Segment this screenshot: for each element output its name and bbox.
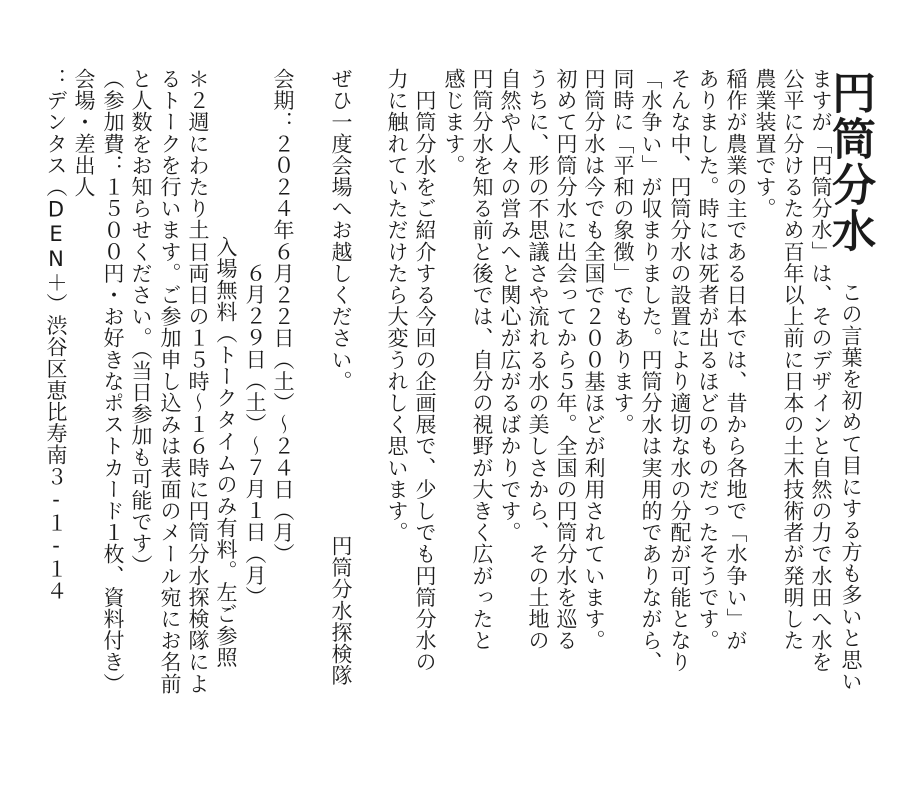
body-line: 初めて円筒分水に出会ってから５年。全国の円筒分水を巡る xyxy=(554,68,578,652)
intro-line: この言葉を初めて目にする方も多いと思い xyxy=(839,260,863,692)
talk-line: と人数をお知らせください。（当日参加も可能です） xyxy=(129,68,153,576)
signature: 円筒分水探検隊 xyxy=(329,535,353,687)
body-line: 「水争い」が収まりました。円筒分水は実用的でありながら、 xyxy=(639,68,663,673)
body-line: 円筒分水を知る前と後では、自分の視野が大きく広がったと xyxy=(470,68,494,652)
venue-address: ：デンタス（DEN＋）渋谷区恵比寿南３‐１‐１４ xyxy=(44,68,68,602)
notice-title: 円筒分水 xyxy=(824,70,875,254)
venue-label: 会場・差出人 xyxy=(72,68,96,198)
body-line: ますが「円筒分水」は、そのデザインと自然の力で水田へ水を xyxy=(809,68,833,673)
body-line: ありました。時には死者が出るほどのものだったそうです。 xyxy=(696,68,720,652)
body-line: うちに、形の不思議さや流れる水の美しさから、その土地の xyxy=(526,68,550,652)
event-period: 会期：２０２４年６月２２日（土）～２４日（月） xyxy=(271,68,295,565)
body-line: 公平に分けるため百年以上前に日本の土木技術者が発明した xyxy=(781,68,805,652)
body-line: 円筒分水は今でも全国で２００基ほどが利用されています。 xyxy=(582,68,606,652)
talk-line: るトークを行います。ご参加申し込みは表面のメール宛にお名前 xyxy=(158,68,182,695)
talk-line: （参加費：１５００円・お好きなポストカード１枚、資料付き） xyxy=(101,68,125,695)
body-line: 農業装置です。 xyxy=(753,68,777,220)
body-line: 同時に「平和の象徴」でもあります。 xyxy=(611,68,635,436)
body-line: ぜひ一度会場へお越しください。 xyxy=(329,68,353,392)
body-line: 力に触れていただけたら大変うれしく思います。 xyxy=(385,68,409,544)
event-admission: 入場無料（トークタイムのみ有料。左ご参照 xyxy=(214,236,238,668)
talk-line: ＊２週にわたり土日両日の１５時～１６時に円筒分水探検隊によ xyxy=(186,68,210,695)
body-line: 稲作が農業の主である日本では、昔から各地で「水争い」が xyxy=(724,68,748,652)
body-line: そんな中、円筒分水の設置により適切な水の分配が可能となり xyxy=(668,68,692,673)
body-line: 自然や人々の営みへと関心が広がるばかりです。 xyxy=(498,68,522,544)
body-line: 円筒分水をご紹介する今回の企画展で、少しでも円筒分水の xyxy=(413,68,437,673)
event-period-second: ６月２９日（土）～７月１日（月） xyxy=(243,262,267,608)
body-line: 感じます。 xyxy=(442,68,466,176)
